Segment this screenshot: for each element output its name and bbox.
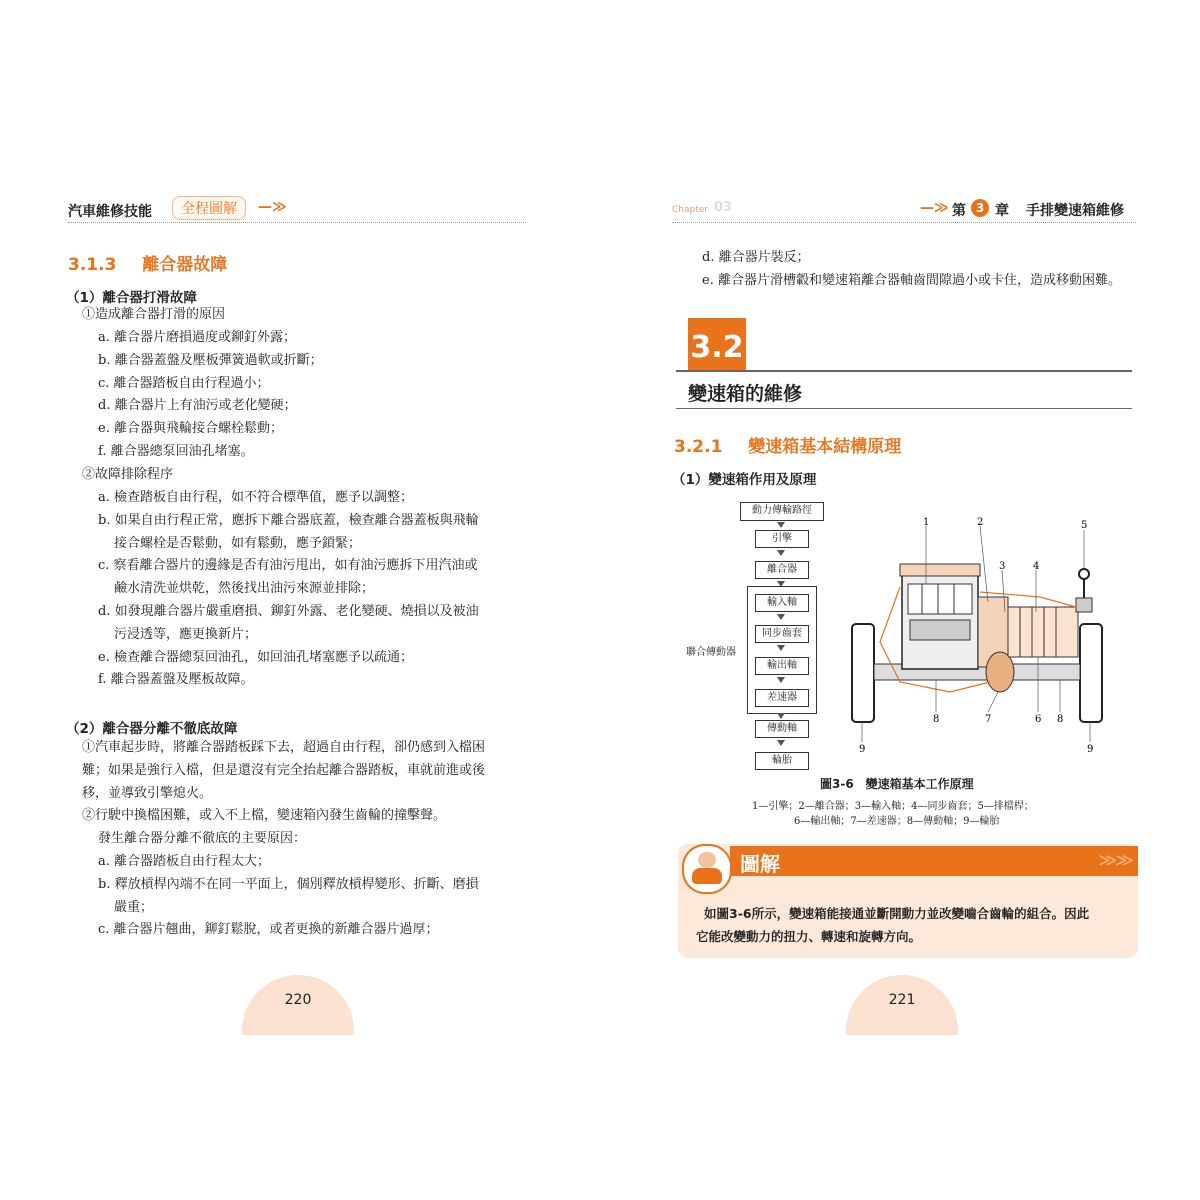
- list-item: d. 離合器片上有油污或老化變硬；: [98, 398, 297, 414]
- list-item: b. 釋放槓桿內端不在同一平面上，個別釋放槓桿變形、折斷、磨損: [98, 876, 479, 892]
- book-title: 汽車維修技能: [68, 204, 152, 220]
- list-item: 接合螺栓是否鬆動，如有鬆動，應予鎖緊；: [114, 535, 362, 551]
- callout-number: 9: [859, 744, 866, 755]
- flow-arrow: [777, 550, 785, 556]
- continued-list: [702, 247, 1121, 293]
- figure-legend: 6—輸出軸；7—差速器；8—傳動軸；9—輪胎: [794, 816, 1000, 827]
- mechanic-icon: [682, 844, 732, 894]
- chapter-zhang: 章: [995, 203, 1009, 219]
- callout-number: 7: [985, 714, 992, 725]
- page-number: 221: [888, 992, 916, 1008]
- left-header: [68, 196, 526, 223]
- section-rule-bottom: [676, 408, 1132, 409]
- section-number: 3.1.3: [68, 255, 117, 275]
- subsection-title: 變速箱基本結構原理: [748, 437, 902, 457]
- flow-arrow: [777, 677, 785, 683]
- flow-step: 傳動軸: [755, 720, 809, 738]
- cause-list: [98, 327, 323, 464]
- tip-title: 圖解: [740, 852, 780, 876]
- list-item: b. 離合器蓋盤及壓板彈簧過軟或折斷；: [98, 352, 323, 368]
- callout-number: 4: [1033, 561, 1040, 572]
- callout-number: 2: [977, 517, 984, 528]
- paragraph-line: ①汽車起步時，將離合器踏板踩下去，超過自由行程，卻仍感到入檔困: [82, 740, 486, 755]
- list-item: a. 離合器片磨損過度或鉚釘外露；: [98, 330, 297, 345]
- list-item: 嚴重；: [114, 899, 154, 915]
- callout-number: 1: [923, 517, 930, 528]
- procedure-title: ②故障排除程序: [82, 467, 174, 482]
- list-item: c. 離合器踏板自由行程過小；: [98, 375, 270, 391]
- list-item: a. 檢查踏板自由行程，如不符合標準值，應予以調整；: [98, 490, 414, 505]
- paragraph-line: 發生離合器分離不徹底的主要原因：: [98, 831, 307, 847]
- header-arrow-icon: —≫: [258, 199, 287, 215]
- list-item: 鹼水清洗並烘乾，然後找出油污來源並排除；: [114, 581, 375, 597]
- list-item: f. 離合器總泵回油孔堵塞。: [98, 443, 254, 459]
- list-item: 污浸透等，應更換新片；: [114, 626, 258, 642]
- tip-title-bar: [730, 846, 1138, 876]
- list-item: c. 察看離合器片的邊緣是否有油污甩出，如有油污應拆下用汽油或: [98, 558, 478, 574]
- list-item: d. 如發現離合器片嚴重磨損、鉚釘外露、老化變硬、燒損以及被油: [98, 603, 479, 619]
- page-number: 220: [284, 992, 312, 1008]
- procedure-list: [98, 487, 479, 692]
- flow-step: 同步齒套: [755, 625, 809, 643]
- flow-step: 離合器: [755, 561, 809, 579]
- flow-group-label: 聯合傳動器: [686, 647, 736, 658]
- subsection-heading: [674, 432, 901, 457]
- flow-step: 輸入軸: [755, 594, 809, 612]
- flow-step: 輸出軸: [755, 657, 809, 675]
- callout-number: 3: [999, 561, 1006, 572]
- list-item: e. 離合器與飛輪接合螺栓鬆動；: [98, 421, 283, 437]
- list-item: d. 離合器片裝反；: [702, 250, 810, 265]
- drivetrain-diagram: [840, 512, 1130, 757]
- section-badge: 3.2: [688, 318, 746, 370]
- chevrons-icon: ≫≫: [1098, 850, 1132, 871]
- list-item: f. 離合器蓋盤及壓板故障。: [98, 672, 254, 688]
- flow-arrow: [777, 713, 785, 719]
- list-item: e. 離合器片滑槽轂和變速箱離合器軸齒間隙過小或卡住，造成移動困難。: [702, 272, 1121, 288]
- chapter-circle: 3: [971, 199, 989, 217]
- flow-arrow: [777, 614, 785, 620]
- chapter-title: 手排變速箱維修: [1026, 203, 1124, 219]
- flow-arrow: [777, 522, 785, 528]
- tip-text: 如圖3-6所示，變速箱能接通並斷開動力並改變嚙合齒輪的組合。因此: [704, 906, 1090, 921]
- list-item: c. 離合器片翹曲，鉚釘鬆脫，或者更換的新離合器片過厚；: [98, 922, 439, 938]
- callout-number: 6: [1035, 714, 1042, 725]
- header-arrow-icon: —≫: [920, 200, 949, 216]
- header-badge: 全程圖解: [172, 196, 246, 220]
- flow-arrow: [777, 740, 785, 746]
- subsection-title: （1）離合器打滑故障: [66, 290, 197, 306]
- callout-number: 8: [1057, 714, 1064, 725]
- flow-step: 差速器: [755, 689, 809, 707]
- cause-title: ①造成離合器打滑的原因: [82, 307, 226, 322]
- paragraph-line: ②行駛中換檔困難，或入不上檔，變速箱內發生齒輪的撞擊聲。: [82, 808, 447, 824]
- section-title: 變速箱的維修: [688, 383, 803, 405]
- section-rule-top: [676, 370, 1132, 372]
- figure-legend: 1—引擎；2—離合器；3—輸入軸；4—同步齒套；5—排檔桿；: [752, 801, 1034, 812]
- sub-item-title: （1）變速箱作用及原理: [672, 472, 817, 488]
- figure-caption: 圖3-6 變速箱基本工作原理: [820, 777, 974, 791]
- callout-number: 5: [1081, 520, 1088, 531]
- paragraph-line: 移，並導致引擎熄火。: [82, 785, 213, 801]
- list-item: a. 離合器踏板自由行程太大；: [98, 854, 271, 869]
- flow-arrow: [777, 645, 785, 651]
- list-item: b. 如果自由行程正常，應拆下離合器底蓋，檢查離合器蓋板與飛輪: [98, 512, 479, 528]
- list-item: e. 檢查離合器總泵回油孔，如回油孔堵塞應予以疏通；: [98, 649, 413, 665]
- callout-number: 9: [1087, 744, 1094, 755]
- right-header: [672, 196, 1136, 223]
- flow-title: 動力傳輸路徑: [740, 502, 824, 521]
- flow-step: 輪胎: [755, 752, 809, 770]
- tip-box: [678, 844, 1138, 958]
- chapter-num-faded: 03: [714, 200, 733, 215]
- reason-list: [98, 851, 479, 942]
- chapter-di: 第: [952, 203, 966, 219]
- section-heading: [68, 250, 227, 275]
- subsection-title: （2）離合器分離不徹底故障: [66, 721, 238, 737]
- paragraph: [82, 737, 485, 851]
- flow-step: 引擎: [755, 530, 809, 548]
- chapter-label: Chapter: [672, 205, 708, 215]
- section-title: 離合器故障: [142, 255, 228, 275]
- drivetrain-illustration: [840, 512, 1130, 757]
- subsection-number: 3.2.1: [674, 437, 723, 457]
- paragraph-line: 難；如果是強行入檔，但是還沒有完全抬起離合器踏板，車就前進或後: [82, 762, 486, 778]
- callout-number: 8: [933, 714, 940, 725]
- tip-text: 它能改變動力的扭力、轉速和旋轉方向。: [696, 929, 922, 944]
